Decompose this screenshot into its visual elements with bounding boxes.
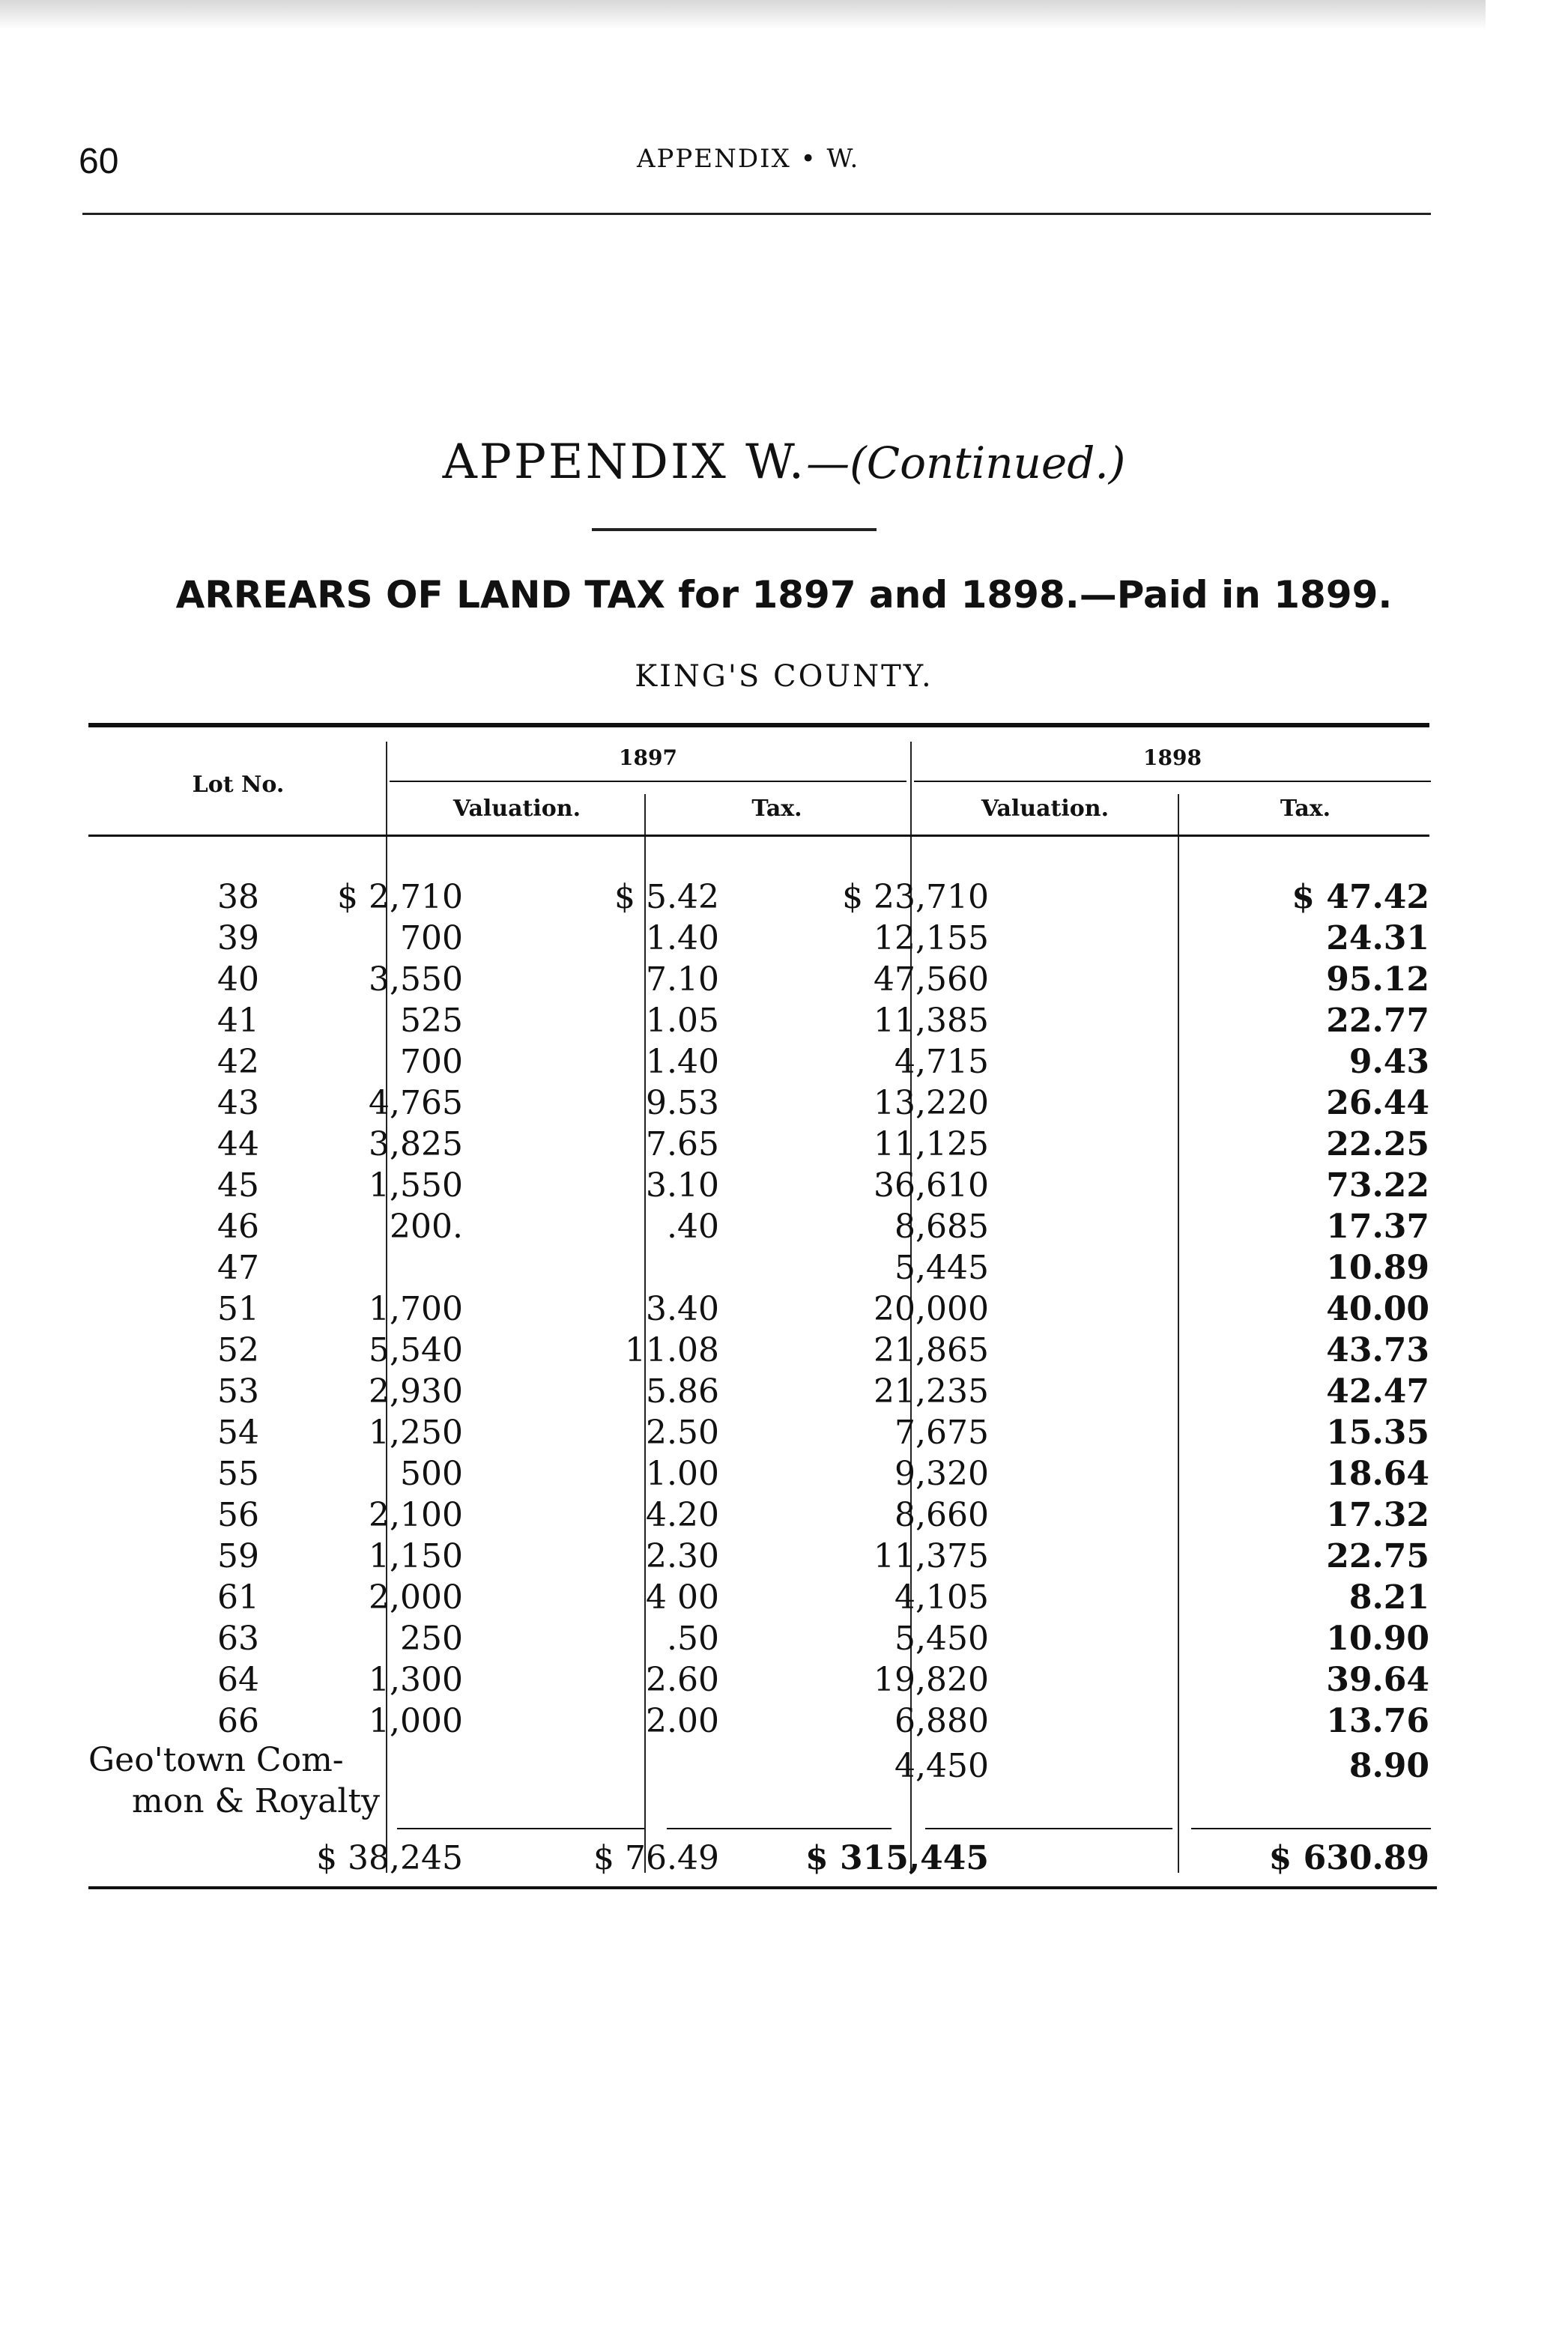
tax-1898-cell: 9.43 <box>1348 1043 1429 1081</box>
lot-cell: 55 <box>217 1455 259 1493</box>
valuation-1898-cell: 11,375 <box>874 1537 989 1575</box>
valuation-1897-cell: 250 <box>400 1620 463 1658</box>
valuation-1898-cell: 47,560 <box>874 960 989 999</box>
totals-row <box>88 1839 1429 1880</box>
tax-1898-cell: 10.89 <box>1326 1249 1429 1287</box>
valuation-1897-cell: 2,930 <box>369 1372 463 1411</box>
valuation-1898-cell: 21,865 <box>874 1331 989 1369</box>
lot-cell: 46 <box>217 1208 259 1246</box>
tax-1898-cell: 22.75 <box>1326 1537 1429 1575</box>
valuation-1898-cell: 6,880 <box>895 1702 989 1740</box>
tax-1898-cell: 73.22 <box>1326 1166 1429 1205</box>
valuation-1897-cell: 525 <box>400 1002 463 1040</box>
tax-1897-cell: 2.50 <box>646 1414 719 1452</box>
tax-1898-cell: 26.44 <box>1326 1084 1429 1122</box>
valuation-1898-cell: 9,320 <box>895 1455 989 1493</box>
valuation-1897-cell: 3,550 <box>369 960 463 999</box>
lot-cell: 43 <box>217 1084 259 1122</box>
tax-1898-cell: 17.37 <box>1326 1208 1429 1246</box>
tax-1897-cell: .50 <box>667 1620 719 1658</box>
table-row <box>88 878 1429 919</box>
page-title <box>0 434 1568 490</box>
tax-1898-cell: 18.64 <box>1326 1455 1429 1493</box>
table-row <box>88 1249 1429 1290</box>
valuation-1898-cell: 21,235 <box>874 1372 989 1411</box>
table-row <box>88 1208 1429 1249</box>
valuation-1897-cell: 200. <box>390 1208 463 1246</box>
valuation-1897-cell: 3,825 <box>369 1125 463 1163</box>
tax-1897-cell: 1.40 <box>646 919 719 957</box>
tax-1897-cell: 1.05 <box>646 1002 719 1040</box>
table-row <box>88 1455 1429 1496</box>
total-rule-t98 <box>1191 1828 1431 1829</box>
valuation-1898-cell: 20,000 <box>874 1290 989 1328</box>
year-1897-header: 1897 <box>619 745 677 770</box>
valuation-1897-cell: 700 <box>400 1043 463 1081</box>
lot-cell: 45 <box>217 1166 259 1205</box>
lot-cell: 54 <box>217 1414 259 1452</box>
valuation-1898-cell: 19,820 <box>874 1661 989 1699</box>
tax-1897-cell: 4.20 <box>646 1496 719 1534</box>
valuation-1898-cell: 8,685 <box>895 1208 989 1246</box>
tax-1898-cell: 40.00 <box>1326 1290 1429 1328</box>
tax-1898-header: Tax. <box>1280 796 1331 822</box>
lot-cell: 39 <box>217 919 259 957</box>
valuation-1897-cell: 1,700 <box>369 1290 463 1328</box>
table-row <box>88 1043 1429 1084</box>
lot-cell: 56 <box>217 1496 259 1534</box>
table-row <box>88 1125 1429 1166</box>
tax-1897-cell: 4 00 <box>646 1578 719 1617</box>
tax-1897-cell: 3.10 <box>646 1166 719 1205</box>
total-valuation-1898: $ 315,445 <box>805 1839 989 1877</box>
lot-cell: 52 <box>217 1331 259 1369</box>
table-row-geotown <box>88 1747 1429 1788</box>
scan-shadow <box>0 0 1568 30</box>
tax-1898-cell: 42.47 <box>1326 1372 1429 1411</box>
lot-cell: 38 <box>217 878 259 916</box>
tax-1897-cell: 3.40 <box>646 1290 719 1328</box>
valuation-1898-cell: $ 23,710 <box>842 878 989 916</box>
lot-cell: 64 <box>217 1661 259 1699</box>
table-row <box>88 1496 1429 1537</box>
total-tax-1898: $ 630.89 <box>1268 1839 1429 1877</box>
header-rule <box>82 213 1431 215</box>
total-rule-v97 <box>397 1828 644 1829</box>
valuation-1897-cell: $ 2,710 <box>337 878 463 916</box>
valuation-1897-cell: 500 <box>400 1455 463 1493</box>
tax-1897-cell: 5.86 <box>646 1372 719 1411</box>
geotown-label-line1: Geo'town Com- <box>88 1741 344 1779</box>
valuation-1898-cell: 7,675 <box>895 1414 989 1452</box>
valuation-1897-header: Valuation. <box>452 796 581 822</box>
subtitle: ARREARS OF LAND TAX for 1897 and 1898.—Paid in 1899. <box>175 573 1393 617</box>
valuation-1897-cell: 700 <box>400 919 463 957</box>
valuation-1898-header: Valuation. <box>981 796 1110 822</box>
valuation-1898-cell: 5,450 <box>895 1620 989 1658</box>
tax-1897-cell: 7.65 <box>646 1125 719 1163</box>
valuation-1897-cell: 1,300 <box>369 1661 463 1699</box>
title-continued: —(Continued.) <box>806 437 1126 488</box>
valuation-1898-cell: 11,385 <box>874 1002 989 1040</box>
total-rule-v98 <box>925 1828 1172 1829</box>
tax-1898-cell: 8.21 <box>1348 1578 1429 1617</box>
valuation-1897-cell: 2,000 <box>369 1578 463 1617</box>
total-valuation-1897: $ 38,245 <box>316 1839 463 1877</box>
valuation-1897-cell: 1,000 <box>369 1702 463 1740</box>
tax-1898-cell: 13.76 <box>1326 1702 1429 1740</box>
lot-header: Lot No. <box>192 772 285 798</box>
tax-1897-cell: $ 5.42 <box>614 878 719 916</box>
lot-cell: 41 <box>217 1002 259 1040</box>
year-1898-header: 1898 <box>1143 745 1202 770</box>
page-edge <box>1486 0 1568 2335</box>
tax-1898-cell: 17.32 <box>1326 1496 1429 1534</box>
tax-1897-header: Tax. <box>751 796 802 822</box>
county-heading: KING'S COUNTY. <box>635 659 933 694</box>
lot-cell: 61 <box>217 1578 259 1617</box>
tax-1898-cell: 43.73 <box>1326 1331 1429 1369</box>
valuation-1897-cell: 1,250 <box>369 1414 463 1452</box>
valuation-1898-cell: 5,445 <box>895 1249 989 1287</box>
tax-1898-cell: 22.25 <box>1326 1125 1429 1163</box>
valuation-1898-cell: 4,105 <box>895 1578 989 1617</box>
valuation-1897-cell: 4,765 <box>369 1084 463 1122</box>
tax-1897-cell: 7.10 <box>646 960 719 999</box>
tax-1898-cell: $ 47.42 <box>1292 878 1429 916</box>
tax-1897-cell: 9.53 <box>646 1084 719 1122</box>
table-row <box>88 1002 1429 1043</box>
table-row <box>88 1661 1429 1702</box>
running-head: APPENDIX • W. <box>637 144 860 174</box>
total-rule-t97 <box>667 1828 892 1829</box>
valuation-1897-cell: 1,150 <box>369 1537 463 1575</box>
table-row <box>88 1620 1429 1661</box>
total-tax-1897: $ 76.49 <box>593 1839 719 1877</box>
lot-cell: 42 <box>217 1043 259 1081</box>
lot-cell: 66 <box>217 1702 259 1740</box>
tax-1898-cell: 10.90 <box>1326 1620 1429 1658</box>
tax-1897-cell: .40 <box>667 1208 719 1246</box>
table-row <box>88 1578 1429 1620</box>
valuation-1898-cell: 4,715 <box>895 1043 989 1081</box>
tax-1897-cell: 2.30 <box>646 1537 719 1575</box>
lot-cell: 44 <box>217 1125 259 1163</box>
tax-1897-cell: 1.40 <box>646 1043 719 1081</box>
table-row <box>88 1166 1429 1208</box>
lot-cell: 51 <box>217 1290 259 1328</box>
table-row <box>88 1290 1429 1331</box>
tax-1898-cell: 95.12 <box>1326 960 1429 999</box>
valuation-1898-cell: 8,660 <box>895 1496 989 1534</box>
lot-cell: 63 <box>217 1620 259 1658</box>
tax-1897-cell: 11.08 <box>625 1331 719 1369</box>
tax-1898-cell: 15.35 <box>1326 1414 1429 1452</box>
table-row <box>88 960 1429 1002</box>
page-number: 60 <box>79 142 119 181</box>
valuation-1898-cell: 13,220 <box>874 1084 989 1122</box>
valuation-1898-cell: 11,125 <box>874 1125 989 1163</box>
tax-1897-cell: 2.60 <box>646 1661 719 1699</box>
title-rule <box>592 528 877 531</box>
tax-1897-cell: 1.00 <box>646 1455 719 1493</box>
lot-cell: 47 <box>217 1249 259 1287</box>
lot-cell: 59 <box>217 1537 259 1575</box>
valuation-1897-cell: 1,550 <box>369 1166 463 1205</box>
geotown-label-line2: mon & Royalty <box>132 1782 381 1820</box>
header-bottom-rule <box>88 835 1429 837</box>
table-row <box>88 919 1429 960</box>
year-rule-1897 <box>390 781 906 782</box>
tax-1898-cell: 24.31 <box>1326 919 1429 957</box>
table-row <box>88 1414 1429 1455</box>
title-main: APPENDIX W. <box>442 434 807 490</box>
table-bottom-rule <box>88 1886 1437 1889</box>
lot-cell: 53 <box>217 1372 259 1411</box>
tax-1898-cell: 8.90 <box>1348 1747 1429 1785</box>
table-row <box>88 1084 1429 1125</box>
valuation-1897-cell: 2,100 <box>369 1496 463 1534</box>
table-row <box>88 1537 1429 1578</box>
table-row <box>88 1372 1429 1414</box>
table-top-rule <box>88 723 1429 727</box>
tax-1898-cell: 39.64 <box>1326 1661 1429 1699</box>
table-row <box>88 1331 1429 1372</box>
valuation-1898-cell: 4,450 <box>895 1747 989 1785</box>
table-row <box>88 1702 1429 1743</box>
year-rule-1898 <box>914 781 1431 782</box>
valuation-1898-cell: 36,610 <box>874 1166 989 1205</box>
tax-1897-cell: 2.00 <box>646 1702 719 1740</box>
lot-cell: 40 <box>217 960 259 999</box>
valuation-1898-cell: 12,155 <box>874 919 989 957</box>
valuation-1897-cell: 5,540 <box>369 1331 463 1369</box>
tax-1898-cell: 22.77 <box>1326 1002 1429 1040</box>
